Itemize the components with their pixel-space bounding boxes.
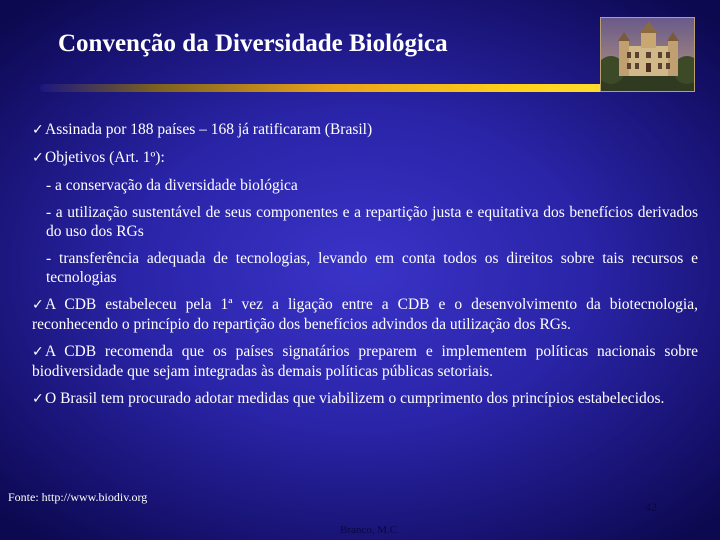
checkmark-icon: ✓ [32, 122, 44, 138]
building-photo [600, 17, 695, 92]
checkmark-icon: ✓ [32, 297, 44, 313]
bullet-text: Assinada por 188 países – 168 já ratificaram (Brasil) [45, 121, 373, 138]
page-number: 42 [645, 500, 657, 514]
bullet-text: A CDB recomenda que os países signatários preparem e implementem políticas nacionais sobre biodiversidade que sejam integradas às demais políticas públicas setoriais. [32, 343, 698, 380]
checkmark-icon: ✓ [32, 150, 44, 166]
bullet-text: Objetivos (Art. 1º): [45, 149, 165, 166]
checkmark-icon: ✓ [32, 391, 44, 407]
author-credit: Branco, M.C [340, 524, 398, 536]
objective-item: - a utilização sustentável de seus componentes e a repartição justa e equitativa dos benefícios derivados do uso dos RGs [46, 204, 698, 240]
checkmark-icon: ✓ [32, 344, 44, 360]
bullet-item [32, 295, 698, 334]
bullet-item [32, 342, 698, 381]
slide-title: Convenção da Diversidade Biológica [58, 30, 448, 57]
bullet-text: O Brasil tem procurado adotar medidas que viabilizem o cumprimento dos princípios estabelecidos. [45, 390, 665, 407]
title-underline-bar [40, 84, 680, 92]
slide-body [32, 120, 698, 417]
source-citation: Fonte: http://www.biodiv.org [8, 490, 148, 504]
bullet-item [32, 120, 698, 140]
bullet-item [32, 389, 698, 409]
objective-item: - transferência adequada de tecnologias, levando em conta todos os direitos sobre tais recursos e tecnologias [46, 250, 698, 286]
bullet-text: A CDB estabeleceu pela 1ª vez a ligação entre a CDB e o desenvolvimento da biotecnologia, reconhecendo o princípio do repartição dos benefícios advindos da utilização dos RGs. [32, 296, 698, 333]
objective-item: - a conservação da diversidade biológica [46, 177, 298, 194]
bullet-item [32, 148, 698, 168]
